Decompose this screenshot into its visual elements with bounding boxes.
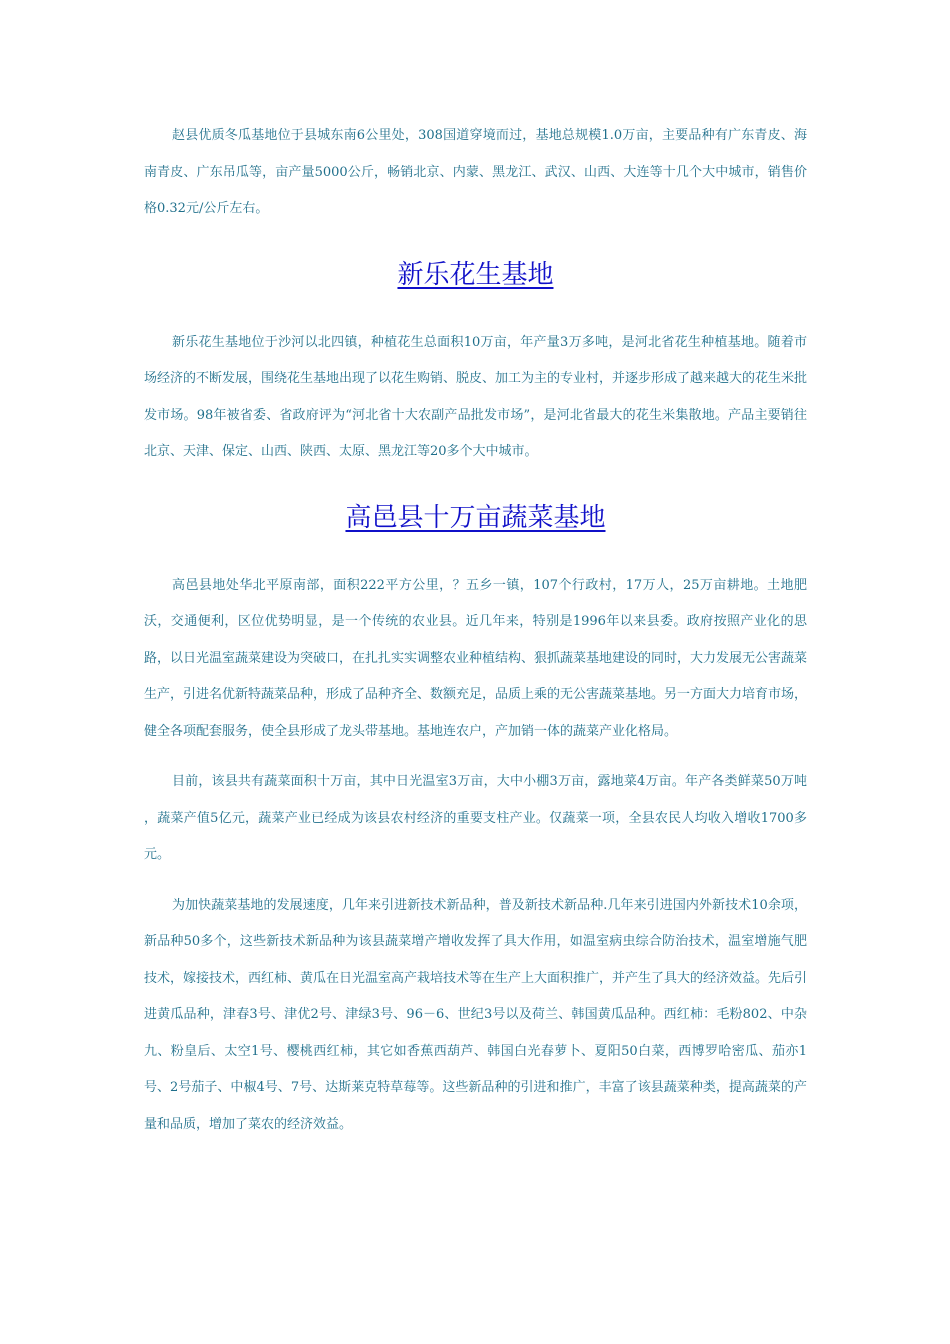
vegetable-paragraph-2: 目前，该县共有蔬菜面积十万亩，其中日光温室3万亩，大中小棚3万亩，露地菜4万亩。年产各类鲜菜50万吨 ，蔬菜产值5亿元，蔬菜产业已经成为该县农村经济的重要支柱产业。仅蔬菜一项，全县农民人均收入增收1700多元。: [144, 774, 807, 862]
peanut-base-link[interactable]: 新乐花生基地: [397, 259, 554, 290]
vegetable-paragraph-1: 高邑县地处华北平原南部，面积222平方公里，？五乡一镇，107个行政村，17万人，25万亩耕地。土地肥沃，交通便利，区位优势明显，是一个传统的农业县。近几年来，特别是1996年以来县委。政府按照产业化的思路，以日光温室蔬菜建设为突破口，在扎扎实实调整农业种植结构、狠抓蔬菜基地建设的同时，大力发展无公害蔬菜生产，引进名优新特蔬菜品种，形成了品种齐全、数额充足，品质上乘的无公害蔬菜基地。另一方面大力培育市场，健全各项配套服务，使全县形成了龙头带基地。基地连农户，产加销一体的蔬菜产业化格局。: [144, 577, 808, 739]
vegetable-base-link[interactable]: 高邑县十万亩蔬菜基地: [345, 502, 606, 533]
peanut-paragraph: 新乐花生基地位于沙河以北四镇，种植花生总面积10万亩，年产量3万多吨，是河北省花生种植基地。随着市场经济的不断发展，围绕花生基地出现了以花生购销、脱皮、加工为主的专业村，并逐步形成了越来越大的花生米批发市场。98年被省委、省政府评为“河北省十大农副产品批发市场”，是河北省最大的花生米集散地。产品主要销往北京、天津、保定、山西、陕西、太原、黑龙江等20多个大中城市。: [144, 334, 808, 459]
document-page: [144, 118, 807, 1143]
vegetable-base-heading[interactable]: [144, 497, 807, 534]
vegetable-paragraph-3: 为加快蔬菜基地的发展速度，几年来引进新技术新品种，普及新技术新品种.几年来引进国内外新技术10余项，新品种50多个，这些新技术新品种为该县蔬菜增产增收发挥了具大作用，如温室病虫综合防治技术，温室增施气肥技术，嫁接技术，西红柿、黄瓜在日光温室高产栽培技术等在生产上大面积推广，并产生了具大的经济效益。先后引进黄瓜品种，津春3号、津优2号、津绿3号、96－6、世纪3号以及荷兰、韩国黄瓜品种。西红柿：毛粉802、中杂九、粉皇后、太空1号、樱桃西红柿，其它如香蕉西葫芦、韩国白光春萝卜、夏阳50白菜，西博罗哈密瓜、茄亦1号、2号茄子、中椒4号、7号、达斯莱克特草莓等。这些新品种的引进和推广，丰富了该县蔬菜种类，提高蔬菜的产量和品质，增加了菜农的经济效益。: [144, 897, 808, 1132]
intro-paragraph: 赵县优质冬瓜基地位于县城东南6公里处，308国道穿境而过，基地总规模1.0万亩，主要品种有广东青皮、海南青皮、广东吊瓜等，亩产量5000公斤，畅销北京、内蒙、黑龙江、武汉、山西、大连等十几个大中城市，销售价格0.32元/公斤左右。: [144, 128, 807, 216]
peanut-base-heading[interactable]: [144, 254, 807, 291]
